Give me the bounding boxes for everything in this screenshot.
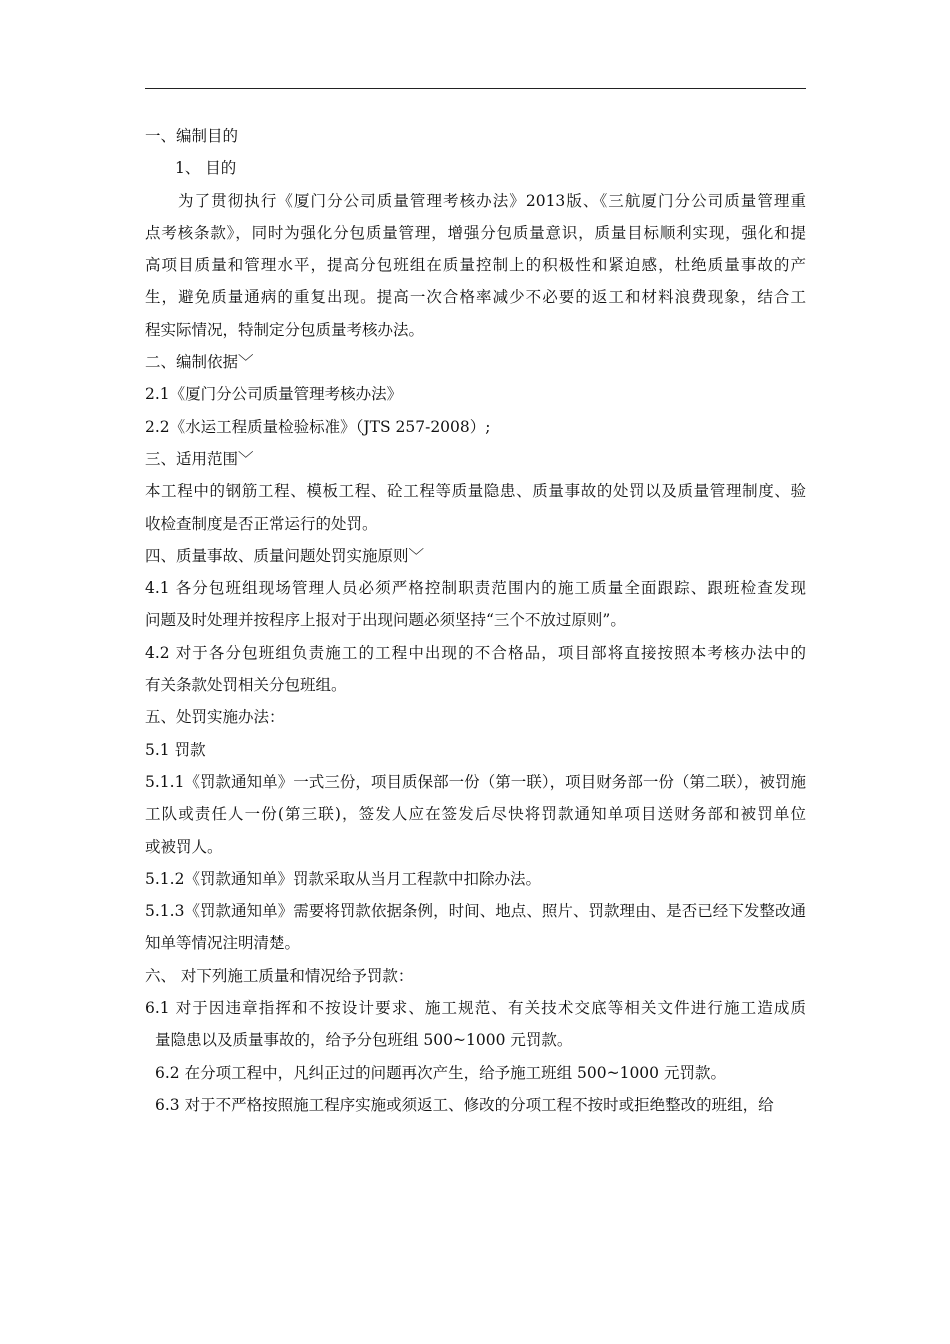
paragraph-line: 收检查制度是否正常运行的处罚。	[145, 514, 378, 533]
subsection-heading-5-1: 5.1 罚款	[145, 740, 206, 759]
list-item-continuation: 知单等情况注明清楚。	[145, 934, 301, 953]
document-body	[145, 120, 806, 1121]
list-item: 2.2《水运工程质量检验标准》（JTS 257-2008）;	[145, 417, 491, 436]
list-item-continuation: 问题及时处理并按程序上报对于出现问题必须坚持“三个不放过原则”。	[145, 611, 626, 630]
paragraph-line: 程实际情况，特制定分包质量考核办法。	[145, 320, 425, 339]
paragraph-line: 为了贯彻执行《厦门分公司质量管理考核办法》2013版、《三航厦门分公司质量管理重	[178, 191, 806, 210]
list-item: 2.1《厦门分公司质量管理考核办法》	[145, 385, 403, 404]
list-item: 6.3 对于不严格按照施工程序实施或须返工、修改的分项工程不按时或拒绝整改的班组，给	[155, 1095, 774, 1114]
list-item-continuation: 有关条款处罚相关分包班组。	[145, 676, 347, 695]
section-heading-5: 五、处罚实施办法：	[145, 708, 285, 727]
list-item: 4.1 各分包班组现场管理人员必须严格控制职责范围内的施工质量全面跟踪、跟班检查发现	[145, 579, 806, 598]
section-heading-4: 四、质量事故、质量问题处罚实施原则﹀	[145, 546, 425, 565]
list-item-continuation: 量隐患以及质量事故的，给予分包班组 500~1000 元罚款。	[155, 1031, 573, 1050]
list-item: 4.2 对于各分包班组负责施工的工程中出现的不合格品，项目部将直接按照本考核办法中的	[145, 643, 806, 662]
paragraph-line: 本工程中的钢筋工程、模板工程、砼工程等质量隐患、质量事故的处罚以及质量管理制度、验	[145, 482, 806, 501]
section-heading-3: 三、适用范围﹀	[145, 449, 254, 468]
list-item: 5.1.3《罚款通知单》需要将罚款依据条例，时间、地点、照片、罚款理由、是否已经下发整改通	[145, 902, 806, 921]
list-item-continuation: 工队或责任人一份(第三联)，签发人应在签发后尽快将罚款通知单项目送财务部和被罚单位	[145, 805, 806, 824]
list-item: 5.1.2《罚款通知单》罚款采取从当月工程款中扣除办法。	[145, 869, 541, 888]
list-item: 5.1.1《罚款通知单》一式三份，项目质保部一份（第一联），项目财务部一份（第二联），被罚施	[145, 772, 806, 791]
section-heading-2: 二、编制依据﹀	[145, 353, 254, 372]
list-item-continuation: 或被罚人。	[145, 837, 223, 856]
subsection-heading-1-1: 1、 目的	[175, 159, 237, 178]
list-item: 6.2 在分项工程中，凡纠正过的问题再次产生，给予施工班组 500~1000 元罚款。	[155, 1063, 726, 1082]
paragraph-line: 生，避免质量通病的重复出现。提高一次合格率减少不必要的返工和材料浪费现象，结合工	[145, 288, 806, 307]
section-heading-6: 六、 对下列施工质量和情况给予罚款：	[145, 966, 414, 985]
paragraph-line: 点考核条款》，同时为强化分包质量管理，增强分包质量意识，质量目标顺利实现，强化和提	[145, 223, 806, 242]
header-rule	[145, 88, 806, 89]
section-heading-1: 一、编制目的	[145, 127, 239, 145]
paragraph-line: 高项目质量和管理水平，提高分包班组在质量控制上的积极性和紧迫感，杜绝质量事故的产	[145, 256, 806, 275]
list-item: 6.1 对于因违章指挥和不按设计要求、施工规范、有关技术交底等相关文件进行施工造成质	[145, 999, 806, 1018]
